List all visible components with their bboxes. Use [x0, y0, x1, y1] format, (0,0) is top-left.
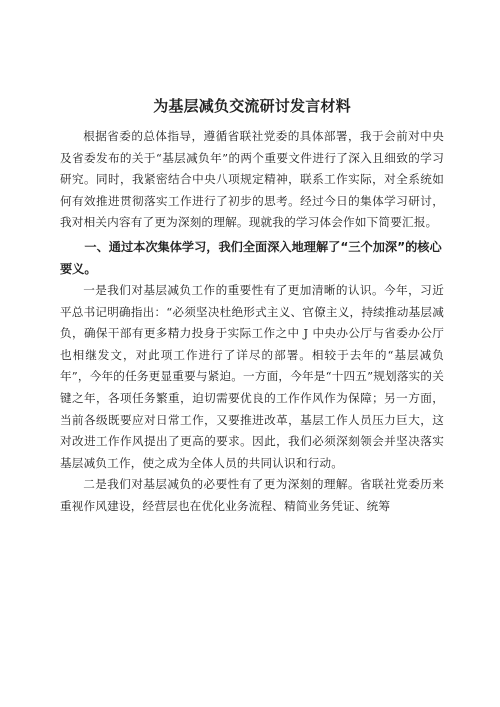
- section-heading: 一、通过本次集体学习，我们全面深入地理解了“三个加深”的核心要义。: [60, 239, 442, 276]
- intro-paragraph: 根据省委的总体指导，遵循省联社党委的具体部署，我于会前对中央及省委发布的关于“基层减负年”的两个重要文件进行了深入且细致的学习研究。同时，我紧密结合中央八项规定精神，联系工作实际，对全系统如何有效推进贯彻落实工作进行了初步的思考。经过今日的集体学习研讨，我对相关内容有了更为深刻的理解。现就我的学习体会作如下简要汇报。: [60, 129, 444, 230]
- body-paragraph-2: 二是我们对基层减负的必要性有了更为深刻的理解。省联社党委历来重视作风建设，经营层也在优化业务流程、精简业务凭证、统筹: [60, 477, 444, 513]
- body-paragraph-1: 一是我们对基层减负工作的重要性有了更加清晰的认识。今年，习近平总书记明确指出：“必须坚决杜绝形式主义、官僚主义，持续推动基层减负，确保干部有更多精力投身于实际工作之中 J 中央办公厅与省委办公厅也相继发文，对此项工作进行了详尽的部署。相较于去年的“基层减负年”，今年的任务更显重要与紧迫。一方面，今年是“十四五”规划落实的关键之年，各项任务繁重，迫切需要优良的工作作风作为保障；另一方面，当前各级既要应对日常工作，又要推进改革，基层工作人员压力巨大，这对改进工作作风提出了更高的要求。因此，我们必须深刻领会并坚决落实基层减负工作，使之成为全体人员的共同认识和行动。: [60, 282, 444, 470]
- document-title: 为基层减负交流研讨发言材料: [153, 97, 351, 115]
